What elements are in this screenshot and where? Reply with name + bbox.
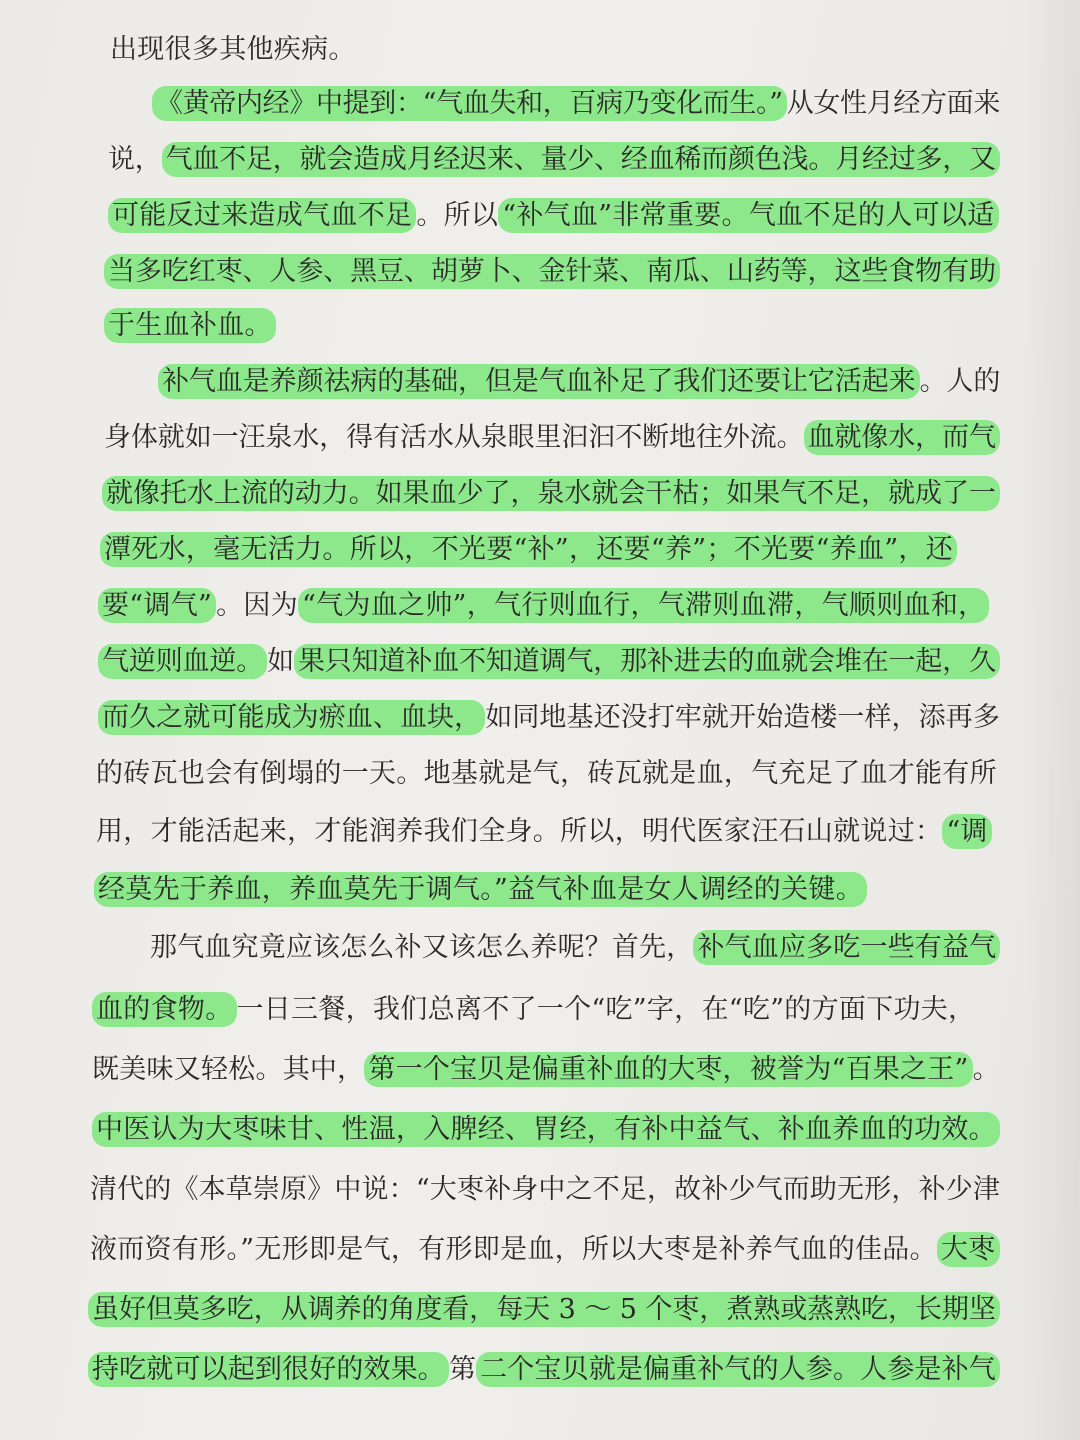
- highlighted-text: 当多吃红枣、人参、黑豆、胡萝卜、金针菜、南瓜、山药等，这些食物有助: [104, 254, 1000, 289]
- text-line: [150, 928, 1000, 968]
- text-segment: 如: [267, 646, 294, 677]
- highlighted-text: 血的食物。: [92, 992, 237, 1027]
- page-shadow: [1022, 0, 1080, 1440]
- highlighted-text: 果只知道补血不知道调气，那补进去的血就会堆在一起，久: [294, 644, 1000, 679]
- highlighted-text: 要“调气”: [98, 588, 216, 623]
- text-segment: 。所以: [416, 200, 499, 231]
- text-segment: 。人的: [919, 366, 1001, 397]
- highlighted-text: 就像托水上流的动力。如果血少了，泉水就会干枯；如果气不足，就成了一: [102, 476, 1000, 511]
- text-segment: 如同地基还没打牢就开始造楼一样，添再多: [485, 702, 1000, 733]
- text-line: [104, 306, 276, 346]
- highlighted-text: 气逆则血逆。: [98, 644, 267, 679]
- text-line: [94, 870, 867, 910]
- text-line: [92, 1050, 1000, 1090]
- highlighted-text: 而久之就可能成为瘀血、血块，: [98, 700, 485, 735]
- text-line: [96, 754, 997, 794]
- text-line: [158, 362, 1000, 402]
- text-line: [92, 990, 975, 1030]
- text-line: [88, 1350, 1000, 1390]
- text-segment: 第: [448, 1354, 477, 1385]
- text-segment: 用，才能活起来，才能润养我们全身。所以，明代医家汪石山就说过：: [96, 816, 943, 847]
- text-line: [104, 252, 1000, 292]
- text-segment: 的砖瓦也会有倒塌的一天。地基就是气，砖瓦就是血，气充足了血才能有所: [96, 758, 997, 789]
- highlighted-text: 持吃就可以起到很好的效果。: [88, 1352, 449, 1387]
- highlighted-text: 二个宝贝就是偏重补气的人参。人参是补气: [476, 1352, 1000, 1387]
- text-segment: 说，: [108, 144, 162, 175]
- text-line: [96, 812, 992, 852]
- text-segment: 出现很多其他疾病。: [110, 34, 356, 65]
- highlighted-text: 于生血补血。: [104, 308, 276, 343]
- text-line: [152, 84, 1000, 124]
- text-segment: 那气血究竟应该怎么补又该怎么养呢？首先，: [150, 932, 694, 963]
- text-line: [110, 30, 356, 70]
- text-line: [98, 698, 1000, 738]
- highlighted-text: 补气血是养颜祛病的基础，但是气血补足了我们还要让它活起来: [158, 364, 920, 399]
- highlighted-text: 大枣: [937, 1232, 1000, 1267]
- text-line: [98, 586, 989, 626]
- highlighted-text: “气为血之帅”，气行则血行，气滞则血滞，气顺则血和，: [298, 588, 989, 623]
- highlighted-text: 虽好但莫多吃，从调养的角度看，每天 3 ～ 5 个枣，煮熟或蒸熟吃，长期坚: [88, 1292, 1000, 1327]
- text-segment: 既美味又轻松。其中，: [92, 1054, 365, 1085]
- text-line: [90, 1170, 1000, 1210]
- highlighted-text: “补气血”非常重要。气血不足的人可以适: [498, 198, 998, 233]
- text-line: [104, 418, 1000, 458]
- text-segment: 身体就如一汪泉水，得有活水从泉眼里汩汩不断地往外流。: [104, 422, 804, 453]
- highlighted-text: 血就像水，而气: [804, 420, 1000, 455]
- text-line: [92, 1110, 1000, 1150]
- highlighted-text: 可能反过来造成气血不足: [108, 198, 416, 233]
- highlighted-text: 经莫先于养血，养血莫先于调气。”益气补血是女人调经的关键。: [94, 872, 867, 907]
- text-line: [102, 474, 1000, 514]
- text-line: [90, 1230, 1000, 1270]
- text-line: [88, 1290, 1000, 1330]
- highlighted-text: 《黄帝内经》中提到：“气血失和，百病乃变化而生。”: [152, 86, 787, 121]
- text-segment: 清代的《本草崇原》中说：“大枣补身中之不足，故补少气而助无形，补少津: [90, 1174, 1001, 1205]
- highlighted-text: “调: [942, 814, 991, 849]
- text-segment: 液而资有形。”无形即是气，有形即是血，所以大枣是补养气血的佳品。: [90, 1234, 937, 1265]
- text-line: [108, 196, 999, 236]
- highlighted-text: 中医认为大枣味甘、性温，入脾经、胃经，有补中益气、补血养血的功效。: [92, 1112, 1000, 1147]
- highlighted-text: 补气血应多吃一些有益气: [693, 930, 1000, 965]
- text-segment: 。因为: [216, 590, 299, 621]
- highlighted-text: 潭死水，毫无活力。所以，不光要“补”，还要“养”；不光要“养血”，还: [100, 532, 957, 567]
- highlighted-text: 气血不足，就会造成月经迟来、量少、经血稀而颜色浅。月经过多，又: [162, 142, 1000, 177]
- text-line: [98, 642, 1000, 682]
- text-segment: 。: [972, 1054, 1000, 1085]
- highlighted-text: 第一个宝贝是偏重补血的大枣，被誉为“百果之王”: [364, 1052, 972, 1087]
- text-segment: 从女性月经方面来: [786, 88, 1001, 119]
- text-line: [100, 530, 957, 570]
- text-line: [108, 140, 1000, 180]
- text-segment: 一日三餐，我们总离不了一个“吃”字，在“吃”的方面下功夫，: [236, 994, 976, 1025]
